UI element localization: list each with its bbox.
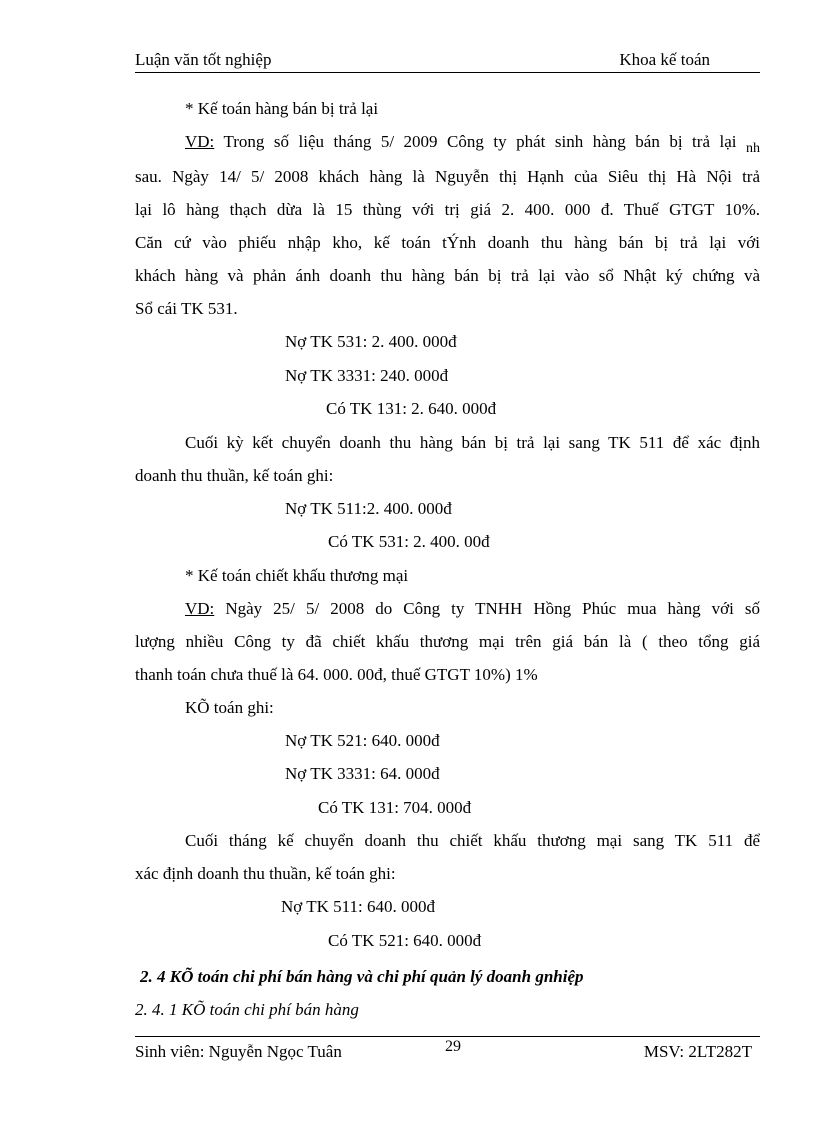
section-title-discount: * Kế toán chiết khấu thương mại bbox=[185, 565, 409, 585]
paragraph-line: lượng nhiều Công ty đã chiết khấu thương mại trên giá bán là ( theo tổng giá bbox=[135, 631, 760, 651]
text-fragment: Ngày 25/ 5/ 2008 do Công ty TNHH Hồng Phúc mua hàng với số bbox=[214, 598, 760, 618]
journal-entry: Nợ TK 511: 640. 000đ bbox=[281, 897, 435, 916]
paragraph-line: KÕ toán ghi: bbox=[185, 697, 274, 717]
page-body bbox=[135, 92, 760, 1026]
journal-entry: Nợ TK 511:2. 400. 000đ bbox=[285, 498, 452, 518]
journal-entry: Nợ TK 3331: 240. 000đ bbox=[285, 365, 449, 385]
journal-entry: Có TK 131: 2. 640. 000đ bbox=[326, 399, 497, 418]
text-fragment: nh bbox=[746, 141, 760, 156]
paragraph-line: khách hàng và phản ánh doanh thu hàng bán bị trả lại vào sổ Nhật ký chứng và bbox=[135, 266, 760, 285]
paragraph-line: Cuối kỳ kết chuyển doanh thu hàng bán bị trả lại sang TK 511 để xác định bbox=[185, 432, 760, 452]
paragraph-line: thanh toán chưa thuế là 64. 000. 00đ, thuế GTGT 10%) 1% bbox=[135, 664, 538, 684]
footer-student: Sinh viên: Nguyễn Ngọc Tuân bbox=[135, 1042, 342, 1061]
example-line bbox=[135, 125, 760, 160]
paragraph-line: sau. Ngày 14/ 5/ 2008 khách hàng là Nguyễn thị Hạnh của Siêu thị Hà Nội trả bbox=[135, 167, 760, 186]
vd-label: VD: bbox=[185, 132, 215, 151]
paragraph-line: Sổ cái TK 531. bbox=[135, 299, 238, 318]
footer-rule bbox=[135, 1036, 760, 1037]
paragraph-line: xác định doanh thu thuần, kế toán ghi: bbox=[135, 864, 396, 883]
example-line bbox=[135, 592, 760, 625]
journal-entry: Có TK 131: 704. 000đ bbox=[318, 797, 472, 817]
journal-entry: Có TK 531: 2. 400. 00đ bbox=[328, 532, 490, 551]
page-footer bbox=[135, 1040, 760, 1064]
journal-entry: Nợ TK 521: 640. 000đ bbox=[285, 730, 440, 750]
paragraph-line: doanh thu thuần, kế toán ghi: bbox=[135, 465, 334, 485]
page-number: 29 bbox=[445, 1038, 461, 1055]
section-title-returns: * Kế toán hàng bán bị trả lại bbox=[185, 99, 379, 118]
paragraph-line: lại lô hàng thạch dừa là 15 thùng với trị giá 2. 400. 000 đ. Thuế GTGT 10%. bbox=[135, 200, 760, 219]
paragraph-line: Căn cứ vào phiếu nhập kho, kế toán tÝnh doanh thu hàng bán bị trả lại với bbox=[135, 233, 760, 252]
journal-entry: Có TK 521: 640. 000đ bbox=[328, 930, 482, 950]
journal-entry: Nợ TK 3331: 64. 000đ bbox=[285, 764, 440, 783]
footer-msv: MSV: 2LT282T bbox=[643, 1042, 752, 1061]
header-right: Khoa kế toán bbox=[619, 50, 710, 69]
header-left: Luận văn tốt nghiệp bbox=[135, 50, 272, 69]
page-header bbox=[135, 50, 760, 73]
vd-label: VD: bbox=[185, 598, 215, 618]
text-fragment: Trong số liệu tháng 5/ 2009 Công ty phát sinh hàng bán bị trả lại bbox=[214, 132, 746, 151]
section-heading: 2. 4 KÕ toán chi phí bán hàng và chi phí quản lý doanh gnhiệp bbox=[140, 967, 584, 986]
journal-entry: Nợ TK 531: 2. 400. 000đ bbox=[285, 332, 457, 351]
paragraph-line: Cuối tháng kế chuyển doanh thu chiết khấu thương mại sang TK 511 để bbox=[185, 831, 760, 850]
subsection-heading: 2. 4. 1 KÕ toán chi phí bán hàng bbox=[135, 1000, 359, 1019]
